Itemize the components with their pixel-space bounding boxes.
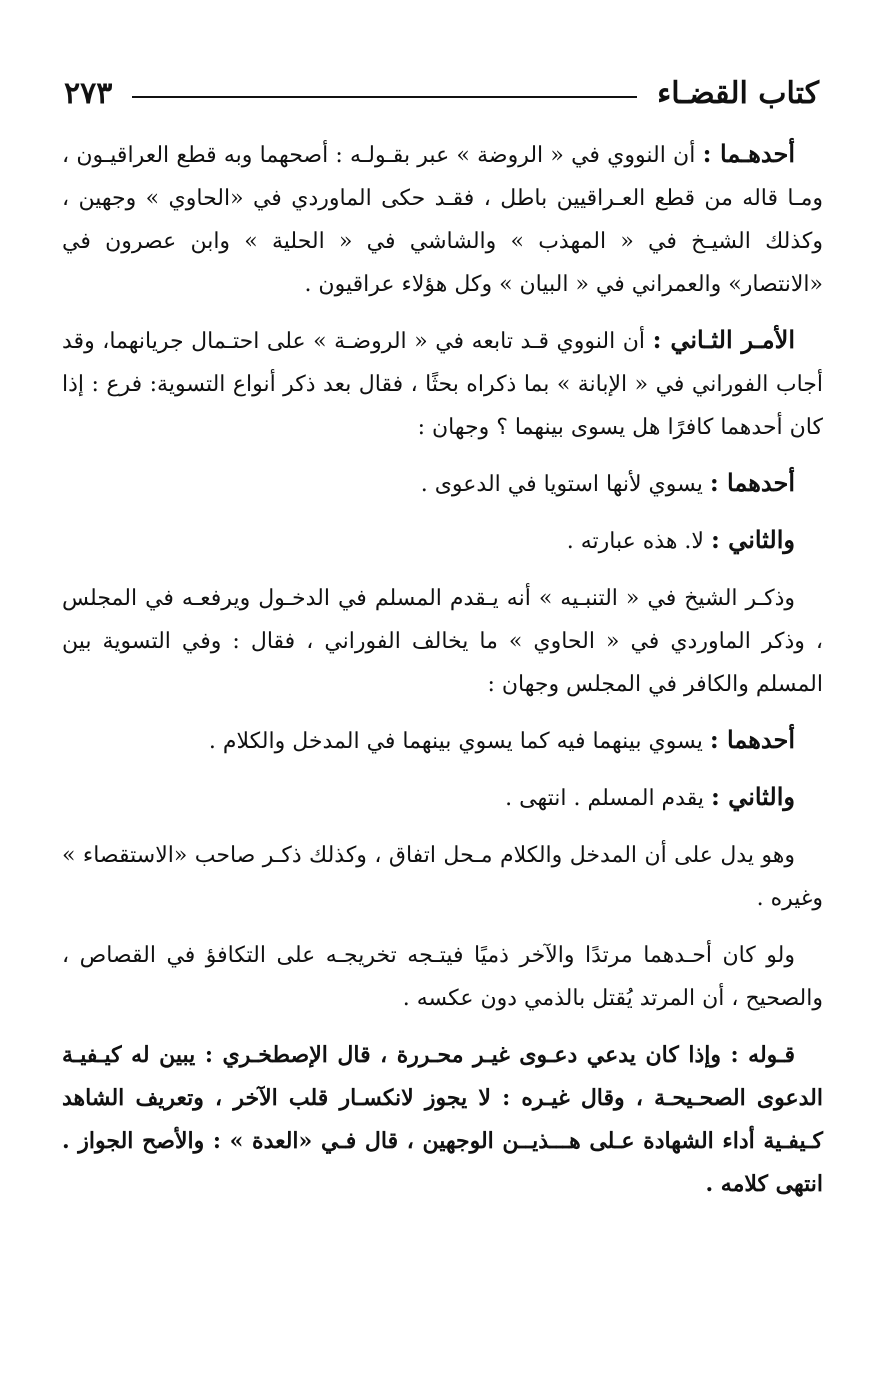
paragraph: [62, 832, 823, 920]
paragraph-text: وهو يدل على أن المدخل والكلام مـحل اتفاق ، وكذلك ذكـر صاحب «الاستقصاء » وغيره .: [62, 843, 823, 911]
page-number: ٢٧٣: [64, 75, 113, 111]
page-header: [64, 68, 819, 118]
paragraph-text: وذكـر الشيخ في « التنبـيه » أنه يـقدم المسلم في الدخـول ويرفعـه في المجلس ، وذكر الماوردي في « الحاوي » ما يخالف الفوراني ، فقال : وفي التسوية بين المسلم والكافر في المجلس وجهان :: [62, 586, 824, 697]
paragraph: [62, 932, 823, 1020]
paragraph: [62, 132, 823, 306]
paragraph-label: والثاني :: [710, 782, 795, 811]
paragraph-label: والثاني :: [710, 525, 795, 554]
paragraph: [62, 775, 823, 820]
page-body: [62, 132, 823, 1218]
paragraph: [62, 518, 823, 563]
paragraph: [62, 718, 823, 763]
paragraph-text: لا. هذه عبارته .: [566, 529, 711, 554]
paragraph-label: الأمـر الثـاني :: [652, 325, 795, 354]
paragraph-label: أحدهما :: [709, 468, 795, 497]
paragraph-text: يسوي لأنها استويا في الدعوى .: [420, 472, 710, 497]
paragraph-text: ولو كان أحـدهما مرتدًا والآخر ذميًا فيتـجه تخريجـه على التكافؤ في القصاص ، والصحيح ، أن المرتد يُقتل بالذمي دون عكسه .: [62, 943, 823, 1011]
paragraph: [62, 575, 823, 706]
paragraph-text: يقدم المسلم . انتهى .: [505, 786, 711, 811]
paragraph-label: أحدهـما :: [702, 139, 795, 168]
running-title: كتاب القضـاء: [657, 75, 819, 111]
paragraph-text: أن النووي في « الروضة » عبر بقـولـه : أصحهما وبه قطع العراقيـون ، ومـا قاله من قطع العـراقيين باطل ، فقـد حكى الماوردي في «الحاوي » وجهين ، وكذلك الشيـخ في « المهذب » والشاشي في « الحلية » وابن عصرون في «الانتصار» والعمراني في « البيان » وكل هؤلاء عراقيون .: [62, 143, 823, 297]
paragraph: [62, 461, 823, 506]
paragraph-label: أحدهما :: [709, 725, 795, 754]
paragraph-text: أن النووي قـد تابعه في « الروضـة » على احتـمال جريانهما، وقد أجاب الفوراني في « الإبانة » بما ذكراه بحثًا ، فقال بعد ذكر أنواع التسوية: فرع : إذا كان أحدهما كافرًا هل يسوى بينهما ؟ وجهان :: [62, 329, 823, 440]
header-rule: [132, 96, 637, 98]
paragraph-text: يسوي بينهما فيه كما يسوي بينهما في المدخل والكلام .: [208, 729, 710, 754]
paragraph: [62, 318, 823, 449]
paragraph-text: قـوله : وإذا كان يدعي دعـوى غيـر محـررة ، قال الإصطخـري : يبين له كيـفيـة الدعوى الصحـيحـة ، وقال غيـره : لا يجوز لانكسـار قلب الآخر ، وتعريف الشاهد كـيفـية أداء الشهادة عـلى هـــذيــن الوجهين ، قال فـي «العدة » : والأصح الجواز . انتهى كلامه .: [62, 1042, 823, 1197]
quoted-paragraph: [62, 1032, 823, 1206]
